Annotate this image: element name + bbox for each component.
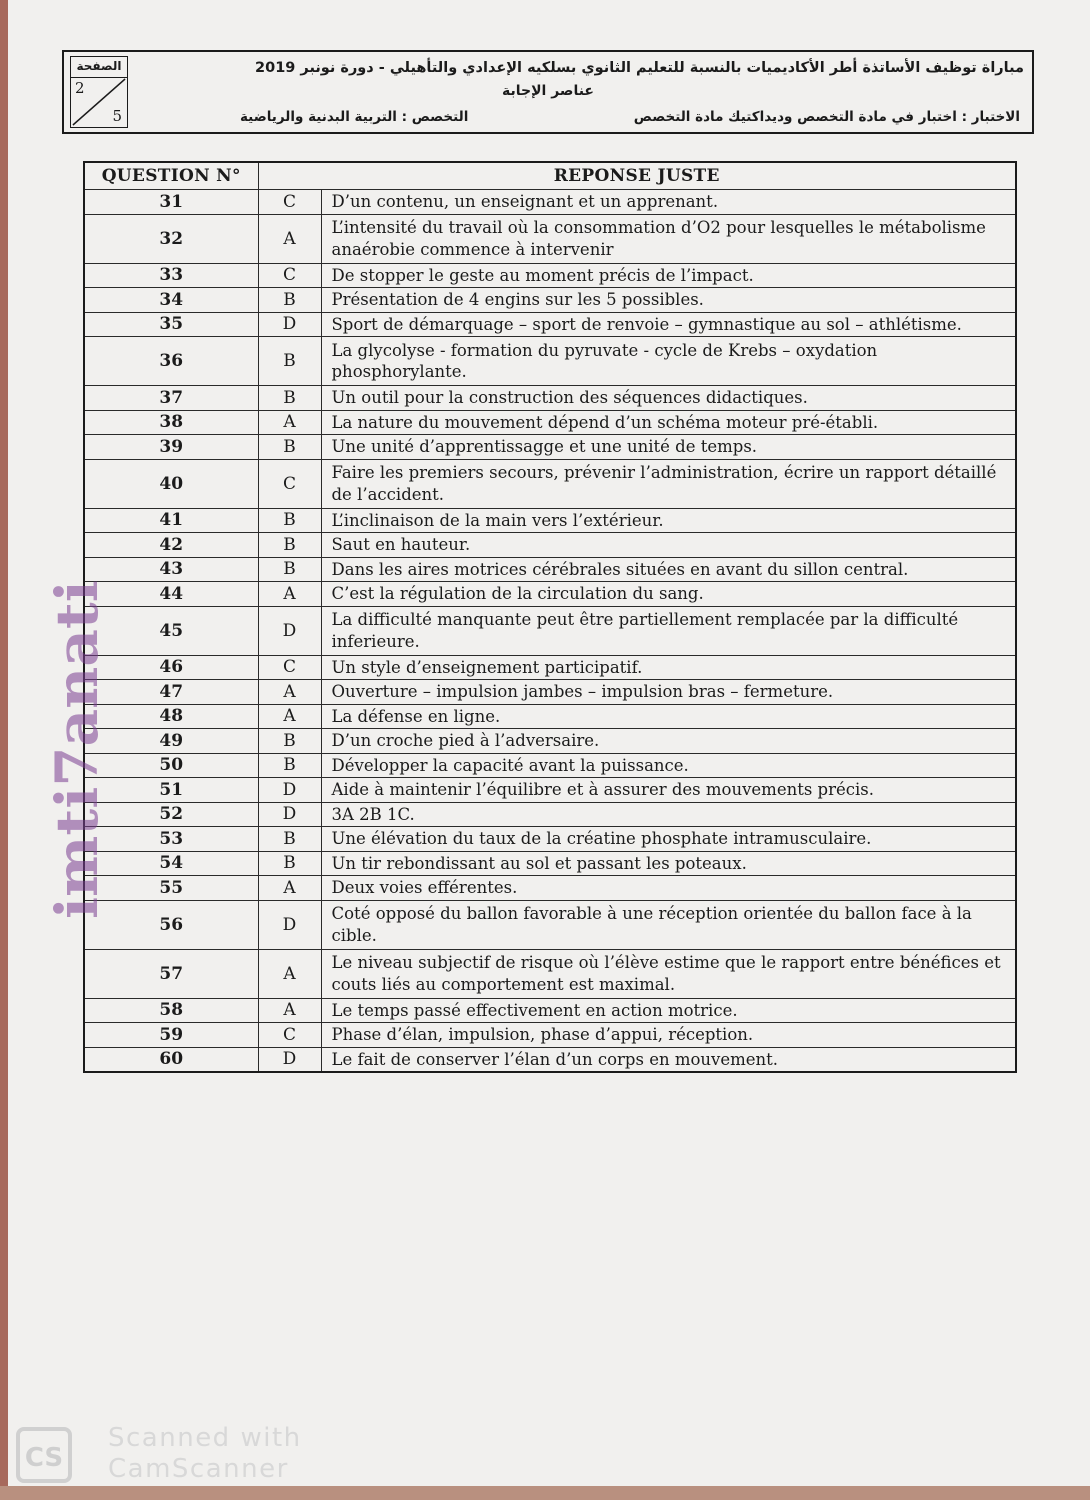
table-row bbox=[84, 263, 1016, 288]
table-row bbox=[84, 704, 1016, 729]
question-number: 47 bbox=[84, 680, 258, 705]
table-row bbox=[84, 606, 1016, 655]
question-number: 49 bbox=[84, 729, 258, 754]
answer-text: Faire les premiers secours, prévenir l’administration, écrire un rapport détaillé de l’accident. bbox=[321, 459, 1016, 508]
table-row bbox=[84, 1023, 1016, 1048]
answer-text: De stopper le geste au moment précis de l’impact. bbox=[321, 263, 1016, 288]
answer-text: Un style d’enseignement participatif. bbox=[321, 655, 1016, 680]
question-number: 41 bbox=[84, 508, 258, 533]
svg-text:CS: CS bbox=[24, 1443, 64, 1473]
answer-letter: C bbox=[258, 190, 321, 215]
answer-text: D’un croche pied à l’adversaire. bbox=[321, 729, 1016, 754]
question-number: 51 bbox=[84, 778, 258, 803]
answer-letter: A bbox=[258, 214, 321, 263]
answer-text: Présentation de 4 engins sur les 5 possibles. bbox=[321, 288, 1016, 313]
answer-text: La difficulté manquante peut être partiellement remplacée par la difficulté inferieure. bbox=[321, 606, 1016, 655]
question-number: 48 bbox=[84, 704, 258, 729]
answer-letter: B bbox=[258, 851, 321, 876]
watermark bbox=[42, 580, 112, 920]
table-row bbox=[84, 1047, 1016, 1072]
table-row bbox=[84, 459, 1016, 508]
table-row bbox=[84, 533, 1016, 558]
answer-text: L’intensité du travail où la consommation d’O2 pour lesquelles le métabolisme anaérobie commence à intervenir bbox=[321, 214, 1016, 263]
table-row bbox=[84, 508, 1016, 533]
question-number: 40 bbox=[84, 459, 258, 508]
table-row bbox=[84, 680, 1016, 705]
answer-text: Sport de démarquage – sport de renvoie – gymnastique au sol – athlétisme. bbox=[321, 312, 1016, 337]
question-number: 60 bbox=[84, 1047, 258, 1072]
answer-text: L’inclinaison de la main vers l’extérieur. bbox=[321, 508, 1016, 533]
question-number: 52 bbox=[84, 802, 258, 827]
page-total: 5 bbox=[112, 107, 122, 125]
answer-rows bbox=[84, 190, 1016, 1073]
table-row bbox=[84, 655, 1016, 680]
table-row bbox=[84, 753, 1016, 778]
table-row bbox=[84, 851, 1016, 876]
column-header-answer: REPONSE JUSTE bbox=[258, 162, 1016, 190]
answer-letter: A bbox=[258, 582, 321, 607]
answer-text: Coté opposé du ballon favorable à une réception orientée du ballon face à la cible. bbox=[321, 900, 1016, 949]
page-label: الصفحة bbox=[71, 57, 127, 78]
watermark-text: imti7anati bbox=[43, 580, 111, 919]
camscanner-line-2: CamScanner bbox=[108, 1454, 289, 1484]
answer-letter: B bbox=[258, 337, 321, 386]
question-number: 53 bbox=[84, 827, 258, 852]
table-row bbox=[84, 949, 1016, 998]
answer-text: Saut en hauteur. bbox=[321, 533, 1016, 558]
answer-text: Deux voies efférentes. bbox=[321, 876, 1016, 901]
answer-letter: B bbox=[258, 508, 321, 533]
question-number: 46 bbox=[84, 655, 258, 680]
question-number: 33 bbox=[84, 263, 258, 288]
answer-letter: D bbox=[258, 1047, 321, 1072]
answer-letter: C bbox=[258, 459, 321, 508]
question-number: 34 bbox=[84, 288, 258, 313]
table-row bbox=[84, 900, 1016, 949]
question-number: 39 bbox=[84, 435, 258, 460]
table-row bbox=[84, 827, 1016, 852]
answer-letter: A bbox=[258, 680, 321, 705]
answer-text: 3A 2B 1C. bbox=[321, 802, 1016, 827]
answer-letter: D bbox=[258, 802, 321, 827]
table-row bbox=[84, 729, 1016, 754]
question-number: 32 bbox=[84, 214, 258, 263]
paper-edge-left bbox=[0, 0, 8, 1500]
camscanner-mark bbox=[15, 1420, 315, 1490]
answers-table bbox=[83, 161, 1017, 1073]
answer-letter: B bbox=[258, 557, 321, 582]
answer-letter: A bbox=[258, 949, 321, 998]
answer-text: Ouverture – impulsion jambes – impulsion bras – fermeture. bbox=[321, 680, 1016, 705]
answer-letter: B bbox=[258, 533, 321, 558]
answer-text: Le temps passé effectivement en action motrice. bbox=[321, 998, 1016, 1023]
table-row bbox=[84, 410, 1016, 435]
answer-letter: D bbox=[258, 900, 321, 949]
answer-letter: D bbox=[258, 778, 321, 803]
answer-letter: C bbox=[258, 655, 321, 680]
answer-text: Un tir rebondissant au sol et passant les poteaux. bbox=[321, 851, 1016, 876]
answer-text: Phase d’élan, impulsion, phase d’appui, réception. bbox=[321, 1023, 1016, 1048]
table-row bbox=[84, 435, 1016, 460]
table-row bbox=[84, 998, 1016, 1023]
question-number: 43 bbox=[84, 557, 258, 582]
page-current: 2 bbox=[75, 79, 85, 97]
answer-text: La nature du mouvement dépend d’un schéma moteur pré-établi. bbox=[321, 410, 1016, 435]
exam-subject: الاختبار : اختبار في مادة التخصص وديداكتيك مادة التخصص bbox=[633, 109, 1020, 125]
answer-text: Une unité d’apprentissagge et une unité de temps. bbox=[321, 435, 1016, 460]
answer-text: C’est la régulation de la circulation du sang. bbox=[321, 582, 1016, 607]
camscanner-logo-icon bbox=[15, 1426, 73, 1484]
table-row bbox=[84, 557, 1016, 582]
question-number: 54 bbox=[84, 851, 258, 876]
answer-letter: B bbox=[258, 435, 321, 460]
answer-letter: C bbox=[258, 1023, 321, 1048]
answer-text: Le fait de conserver l’élan d’un corps en mouvement. bbox=[321, 1047, 1016, 1072]
table-row bbox=[84, 214, 1016, 263]
exam-title: مباراة توظيف الأساتذة أطر الأكاديميات بالنسبة للتعليم الثانوي بسلكيه الإعدادي والتأهيلي - دورة نونبر 2019 bbox=[255, 60, 1024, 76]
table-row bbox=[84, 386, 1016, 411]
table-row bbox=[84, 312, 1016, 337]
question-number: 36 bbox=[84, 337, 258, 386]
answer-text: Développer la capacité avant la puissance. bbox=[321, 753, 1016, 778]
table-row bbox=[84, 876, 1016, 901]
question-number: 55 bbox=[84, 876, 258, 901]
answer-letter: D bbox=[258, 312, 321, 337]
exam-specialty: التخصص : التربية البدنية والرياضية bbox=[240, 109, 469, 125]
answer-letter: D bbox=[258, 606, 321, 655]
answer-letter: B bbox=[258, 753, 321, 778]
table-row bbox=[84, 288, 1016, 313]
answer-text: Le niveau subjectif de risque où l’élève estime que le rapport entre bénéfices et couts liés au comportement est maximal. bbox=[321, 949, 1016, 998]
question-number: 56 bbox=[84, 900, 258, 949]
question-number: 31 bbox=[84, 190, 258, 215]
answer-text: Aide à maintenir l’équilibre et à assurer des mouvements précis. bbox=[321, 778, 1016, 803]
answer-text: Dans les aires motrices cérébrales situées en avant du sillon central. bbox=[321, 557, 1016, 582]
answer-letter: A bbox=[258, 876, 321, 901]
answer-letter: A bbox=[258, 704, 321, 729]
question-number: 42 bbox=[84, 533, 258, 558]
answer-letter: C bbox=[258, 263, 321, 288]
question-number: 50 bbox=[84, 753, 258, 778]
table-row bbox=[84, 582, 1016, 607]
answer-text: La glycolyse - formation du pyruvate - cycle de Krebs – oxydation phosphorylante. bbox=[321, 337, 1016, 386]
answer-text: La défense en ligne. bbox=[321, 704, 1016, 729]
question-number: 45 bbox=[84, 606, 258, 655]
document-header bbox=[62, 50, 1034, 134]
question-number: 58 bbox=[84, 998, 258, 1023]
answer-text: Une élévation du taux de la créatine phosphate intramusculaire. bbox=[321, 827, 1016, 852]
answer-text: Un outil pour la construction des séquences didactiques. bbox=[321, 386, 1016, 411]
table-row bbox=[84, 337, 1016, 386]
question-number: 59 bbox=[84, 1023, 258, 1048]
question-number: 57 bbox=[84, 949, 258, 998]
question-number: 35 bbox=[84, 312, 258, 337]
question-number: 44 bbox=[84, 582, 258, 607]
answer-letter: A bbox=[258, 410, 321, 435]
answer-letter: B bbox=[258, 288, 321, 313]
answer-letter: A bbox=[258, 998, 321, 1023]
answer-letter: B bbox=[258, 386, 321, 411]
table-row bbox=[84, 802, 1016, 827]
question-number: 38 bbox=[84, 410, 258, 435]
table-row bbox=[84, 778, 1016, 803]
answer-letter: B bbox=[258, 729, 321, 754]
column-header-question: QUESTION N° bbox=[84, 162, 258, 190]
camscanner-line-1: Scanned with bbox=[108, 1423, 302, 1453]
answer-text: D’un contenu, un enseignant et un apprenant. bbox=[321, 190, 1016, 215]
table-row bbox=[84, 190, 1016, 215]
answer-letter: B bbox=[258, 827, 321, 852]
exam-subtitle: عناصر الإجابة bbox=[502, 83, 594, 99]
question-number: 37 bbox=[84, 386, 258, 411]
